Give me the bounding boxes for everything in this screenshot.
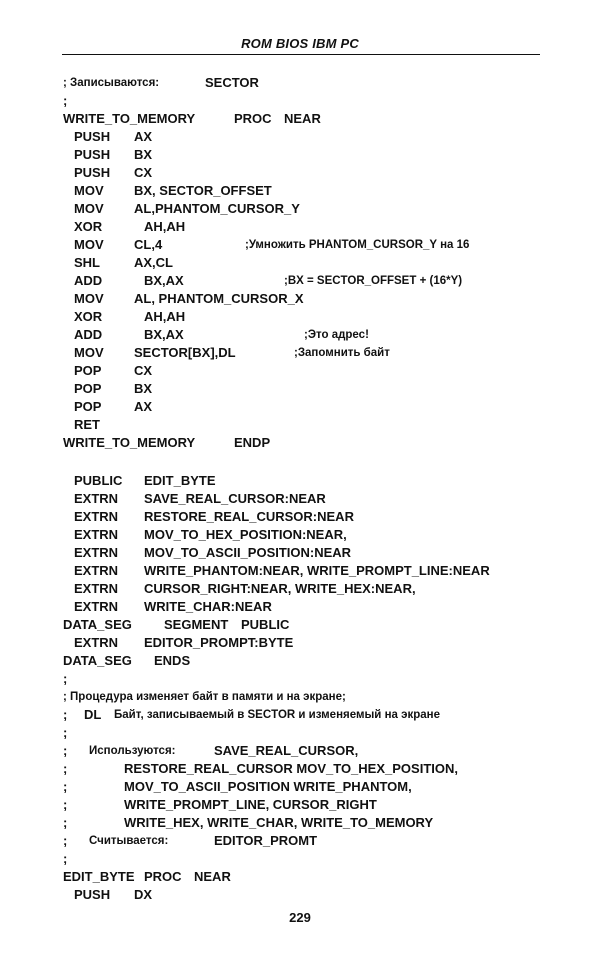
operand: CURSOR_RIGHT:NEAR, WRITE_HEX:NEAR, — [144, 581, 416, 596]
mnemonic: PUSH — [74, 165, 111, 180]
comment: WRITE_PROMPT_LINE, CURSOR_RIGHT — [124, 797, 377, 812]
mnemonic: XOR — [74, 219, 103, 234]
mnemonic: MOV — [74, 201, 104, 216]
code-line — [0, 868, 600, 886]
code-line — [0, 398, 600, 416]
comment: ; — [63, 93, 68, 108]
directive: EXTRN — [74, 635, 119, 650]
code-line — [0, 236, 600, 254]
comment: ; — [63, 761, 68, 776]
label: DATA_SEG — [63, 617, 132, 632]
directive: PROC — [234, 111, 272, 126]
directive: EXTRN — [74, 491, 119, 506]
operand: SECTOR[BX],DL — [134, 345, 236, 360]
code-line — [0, 814, 600, 832]
code-line — [0, 886, 600, 904]
comment: ; — [63, 707, 68, 722]
operand: BX — [134, 147, 153, 162]
mnemonic: PUSH — [74, 147, 111, 162]
operand: CX — [134, 165, 153, 180]
operand: AH,AH — [144, 219, 186, 234]
operand: NEAR — [284, 111, 321, 126]
operand: NEAR — [194, 869, 231, 884]
comment: ; — [63, 779, 68, 794]
comment: Считывается: — [89, 835, 169, 847]
code-line — [0, 760, 600, 778]
comment: ; — [63, 851, 68, 866]
code-line — [0, 598, 600, 616]
code-line — [0, 634, 600, 652]
code-line — [0, 562, 600, 580]
directive: ENDP — [234, 435, 271, 450]
code-line — [0, 128, 600, 146]
operand: PUBLIC — [241, 617, 290, 632]
directive: EXTRN — [74, 509, 119, 524]
code-line — [0, 850, 600, 868]
comment: ;Это адрес! — [304, 329, 369, 341]
label: WRITE_TO_MEMORY — [63, 111, 196, 126]
comment: RESTORE_REAL_CURSOR MOV_TO_HEX_POSITION, — [124, 761, 458, 776]
operand: SAVE_REAL_CURSOR:NEAR — [144, 491, 326, 506]
mnemonic: MOV — [74, 345, 104, 360]
operand: WRITE_CHAR:NEAR — [144, 599, 272, 614]
mnemonic: ADD — [74, 327, 103, 342]
code-line — [0, 74, 600, 92]
mnemonic: MOV — [74, 237, 104, 252]
code-line — [0, 344, 600, 362]
comment: EDITOR_PROMT — [214, 833, 318, 848]
code-line — [0, 416, 600, 434]
operand: BX — [134, 381, 153, 396]
code-line — [0, 380, 600, 398]
directive: PUBLIC — [74, 473, 123, 488]
code-line — [0, 472, 600, 490]
directive: PROC — [144, 869, 182, 884]
operand: EDITOR_PROMPT:BYTE — [144, 635, 294, 650]
comment: ;Умножить PHANTOM_CURSOR_Y на 16 — [245, 239, 470, 251]
code-line — [0, 254, 600, 272]
directive: EXTRN — [74, 527, 119, 542]
mnemonic: PUSH — [74, 887, 111, 902]
code-line — [0, 434, 600, 452]
code-line — [0, 182, 600, 200]
directive: SEGMENT — [164, 617, 229, 632]
comment: ; — [63, 833, 68, 848]
comment: ; — [63, 671, 68, 686]
code-line — [0, 778, 600, 796]
running-header: ROM BIOS IBM PC — [241, 36, 359, 51]
code-line — [0, 200, 600, 218]
operand: RESTORE_REAL_CURSOR:NEAR — [144, 509, 354, 524]
mnemonic: RET — [74, 417, 100, 432]
directive: EXTRN — [74, 563, 119, 578]
operand: WRITE_PHANTOM:NEAR, WRITE_PROMPT_LINE:NEAR — [144, 563, 490, 578]
mnemonic: MOV — [74, 291, 104, 306]
mnemonic: XOR — [74, 309, 103, 324]
code-line — [0, 272, 600, 290]
comment: ; — [63, 797, 68, 812]
operand: EDIT_BYTE — [144, 473, 216, 488]
comment: ; Записываются: — [63, 77, 160, 89]
operand: CL,4 — [134, 237, 163, 252]
comment: ; — [63, 743, 68, 758]
code-line — [0, 326, 600, 344]
mnemonic: PUSH — [74, 129, 111, 144]
operand: AL, PHANTOM_CURSOR_X — [134, 291, 304, 306]
operand: MOV_TO_HEX_POSITION:NEAR, — [144, 527, 347, 542]
header-rule — [62, 54, 540, 55]
code-line — [0, 92, 600, 110]
mnemonic: SHL — [74, 255, 100, 270]
code-line — [0, 544, 600, 562]
code-line — [0, 526, 600, 544]
code-line — [0, 580, 600, 598]
mnemonic: POP — [74, 363, 102, 378]
code-line — [0, 164, 600, 182]
directive: EXTRN — [74, 545, 119, 560]
code-line — [0, 688, 600, 706]
label: DATA_SEG — [63, 653, 132, 668]
comment: Используются: — [89, 745, 176, 757]
operand: BX,AX — [144, 327, 184, 342]
comment: ;BX = SECTOR_OFFSET + (16*Y) — [284, 275, 463, 287]
code-line — [0, 724, 600, 742]
code-line — [0, 308, 600, 326]
code-line — [0, 290, 600, 308]
comment: DL — [84, 707, 102, 722]
code-line — [0, 832, 600, 850]
code-line — [0, 490, 600, 508]
code-line — [0, 670, 600, 688]
directive: EXTRN — [74, 581, 119, 596]
operand: AX,CL — [134, 255, 173, 270]
comment: ; — [63, 815, 68, 830]
page-number: 229 — [289, 910, 311, 925]
operand: AX — [134, 399, 153, 414]
code-line — [0, 146, 600, 164]
code-line — [0, 616, 600, 634]
mnemonic: ADD — [74, 273, 103, 288]
comment: MOV_TO_ASCII_POSITION WRITE_PHANTOM, — [124, 779, 412, 794]
directive: ENDS — [154, 653, 191, 668]
mnemonic: MOV — [74, 183, 104, 198]
comment: ;Запомнить байт — [294, 347, 390, 359]
code-line — [0, 706, 600, 724]
operand: BX,AX — [144, 273, 184, 288]
operand: AL,PHANTOM_CURSOR_Y — [134, 201, 300, 216]
code-line — [0, 362, 600, 380]
operand: MOV_TO_ASCII_POSITION:NEAR — [144, 545, 352, 560]
comment: WRITE_HEX, WRITE_CHAR, WRITE_TO_MEMORY — [124, 815, 434, 830]
comment: ; Процедура изменяет байт в памяти и на экране; — [63, 691, 346, 703]
comment: Байт, записываемый в SECTOR и изменяемый на экране — [114, 709, 440, 721]
code-line — [0, 508, 600, 526]
code-line — [0, 218, 600, 236]
comment: SAVE_REAL_CURSOR, — [214, 743, 359, 758]
code-line — [0, 742, 600, 760]
directive: EXTRN — [74, 599, 119, 614]
operand: DX — [134, 887, 153, 902]
code-line — [0, 796, 600, 814]
operand: BX, SECTOR_OFFSET — [134, 183, 272, 198]
comment: ; — [63, 725, 68, 740]
mnemonic: POP — [74, 381, 102, 396]
operand: AH,AH — [144, 309, 186, 324]
code-line — [0, 652, 600, 670]
mnemonic: POP — [74, 399, 102, 414]
operand: CX — [134, 363, 153, 378]
code-line — [0, 110, 600, 128]
operand: SECTOR — [205, 75, 259, 90]
operand: AX — [134, 129, 153, 144]
label: EDIT_BYTE — [63, 869, 135, 884]
label: WRITE_TO_MEMORY — [63, 435, 196, 450]
